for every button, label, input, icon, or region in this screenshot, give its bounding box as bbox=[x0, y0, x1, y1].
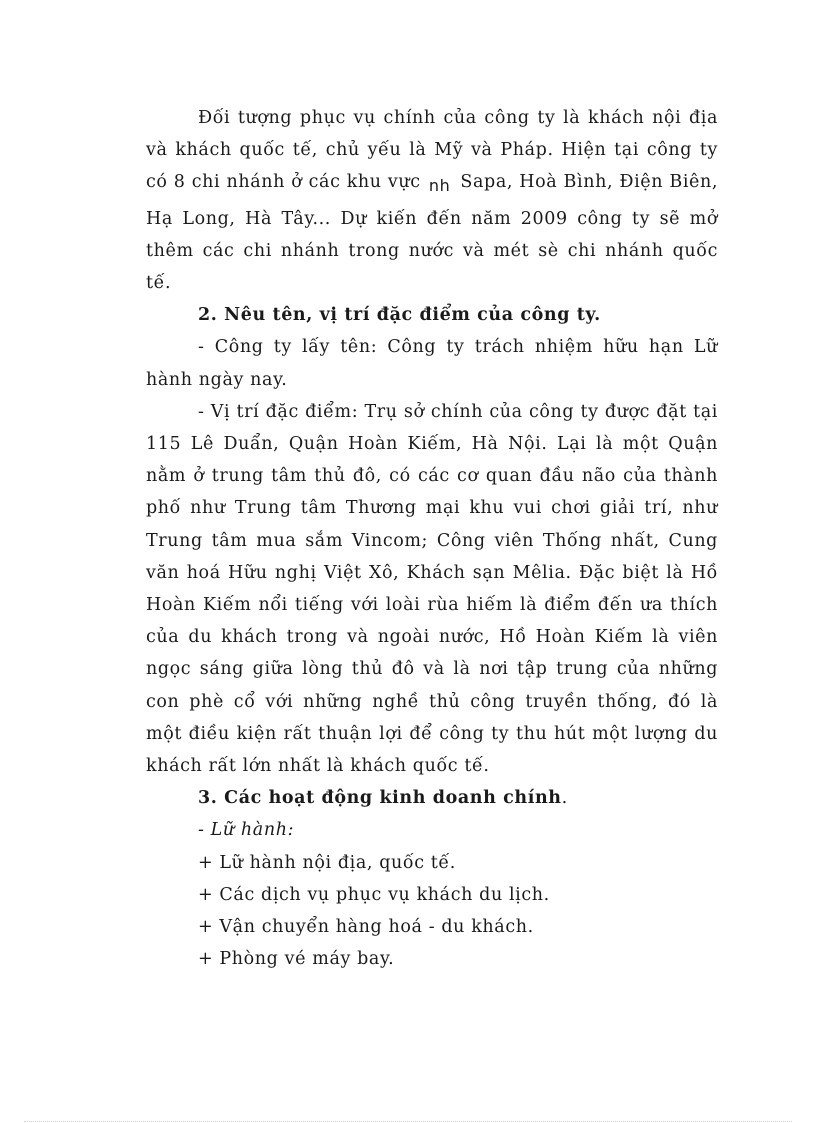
list-item-domestic-international: + Lữ hành nội địa, quốc tế. bbox=[198, 852, 456, 873]
list-item-transport: + Vận chuyển hàng hoá - du khách. bbox=[198, 917, 534, 938]
intro-paragraph bbox=[146, 102, 718, 299]
travel-subheading: - Lữ hành: bbox=[198, 820, 295, 841]
intro-text-before: Đối tượng phục vụ chính của công ty là khách nội địa và khách quốc tế, chủ yếu là Mỹ và Pháp. Hiện tại công ty có 8 chi nhánh ở các khu vực bbox=[146, 108, 718, 193]
company-name-paragraph: - Công ty lấy tên: Công ty trách nhiệm hữu hạn Lữ hành ngày nay. bbox=[146, 337, 718, 390]
list-item-air-tickets: + Phòng vé máy bay. bbox=[198, 949, 395, 970]
document-body bbox=[146, 102, 718, 975]
section-3-heading-period: . bbox=[561, 788, 568, 809]
section-3-heading-line bbox=[146, 782, 718, 814]
list-item-tourist-services: + Các dịch vụ phục vụ khách du lịch. bbox=[198, 884, 550, 905]
company-location-paragraph: - Vị trí đặc điểm: Trụ sở chính của công ty được đặt tại 115 Lê Duẩn, Quận Hoàn Kiếm, Hà Nội. Lại là một Quận nằm ở trung tâm thủ đô, có các cơ quan đầu não của thành phố như Trung tâm Thương mại khu vui chơi giải trí, như Trung tâm mua sắm Vincom; Công viên Thống nhất, Cung văn hoá Hữu nghị Việt Xô, Khách sạn Mêlia. Đặc biệt là Hồ Hoàn Kiếm nổi tiếng với loài rùa hiếm là điểm đến ưa thích của du khách trong và ngoài nước, Hồ Hoàn Kiếm là viên ngọc sáng giữa lòng thủ đô và là nơi tập trung của những con phè cổ với những nghề thủ công truyền thống, đó là một điều kiện rất thuận lợi để công ty thu hút một lượng du khách rất lớn nhất là khách quốc tế. bbox=[146, 401, 718, 777]
intro-nh-fragment: nh bbox=[428, 176, 451, 196]
section-2-heading: 2. Nêu tên, vị trí đặc điểm của công ty. bbox=[198, 305, 601, 326]
page-bottom-divider bbox=[24, 1121, 792, 1122]
intro-text-after: Sapa, Hoà Bình, Điện Biên, Hạ Long, Hà Tây... Dự kiến đến năm 2009 công ty sẽ mở thêm các chi nhánh trong nước và mét sè chi nhánh quốc tế. bbox=[146, 172, 719, 294]
section-3-heading: 3. Các hoạt động kinh doanh chính bbox=[198, 788, 562, 809]
